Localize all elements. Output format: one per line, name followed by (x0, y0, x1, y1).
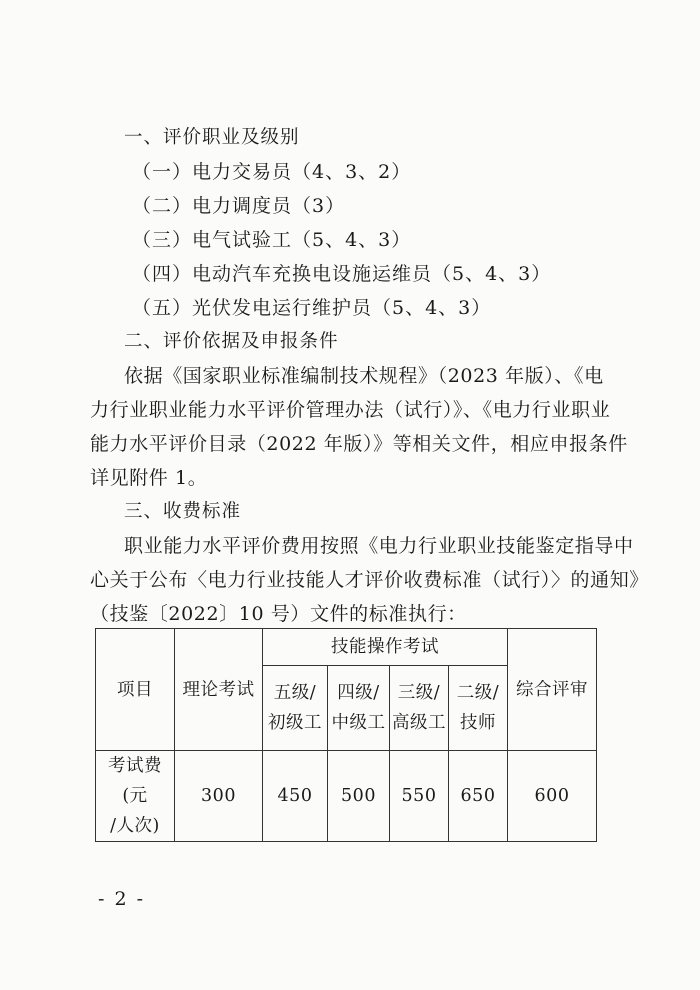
list-item: （五）光伏发电运行维护员（5、4、3） (132, 297, 492, 319)
header-skill-group: 技能操作考试 (263, 629, 508, 666)
paragraph-line: 详见附件 1。 (90, 467, 208, 489)
header-skill-level: 五级/ 初级工 (263, 666, 328, 751)
paragraph-line: 依据《国家职业标准编制技术规程》（2023 年版）、《电 (124, 365, 604, 387)
paragraph-line: 力行业职业能力水平评价管理办法（试行）》、《电力行业职业 (90, 399, 611, 421)
fee-table (95, 628, 597, 842)
row-label: 考试费(元 /人次) (96, 751, 175, 842)
table-row (96, 751, 597, 842)
list-item: （二）电力调度员（3） (132, 195, 346, 217)
fee-value: 300 (175, 751, 263, 842)
fee-value: 550 (390, 751, 449, 842)
fee-value: 600 (508, 751, 597, 842)
list-item: （一）电力交易员（4、3、2） (132, 161, 412, 183)
paragraph-line: 心关于公布〈电力行业技能人才评价收费标准（试行）〉的通知》 (90, 569, 649, 591)
fee-value: 650 (449, 751, 508, 842)
paragraph-line: 职业能力水平评价费用按照《电力行业职业技能鉴定指导中 (124, 535, 634, 557)
section-heading-1: 一、评价职业及级别 (124, 127, 300, 148)
header-theory: 理论考试 (175, 629, 263, 751)
header-review: 综合评审 (508, 629, 597, 751)
header-item: 项目 (96, 629, 175, 751)
paragraph-line: （技鉴〔2022〕10 号）文件的标准执行： (90, 603, 467, 625)
header-skill-level: 三级/ 高级工 (390, 666, 449, 751)
fee-value: 500 (328, 751, 390, 842)
page-number: - 2 - (98, 888, 146, 910)
fee-value: 450 (263, 751, 328, 842)
paragraph-line: 能力水平评价目录（2022 年版）》等相关文件，相应申报条件 (90, 433, 628, 455)
section-heading-2: 二、评价依据及申报条件 (124, 331, 339, 352)
header-skill-level: 四级/ 中级工 (328, 666, 390, 751)
list-item: （三）电气试验工（5、4、3） (132, 229, 412, 251)
header-skill-level: 二级/ 技师 (449, 666, 508, 751)
section-heading-3: 三、收费标准 (124, 501, 242, 522)
list-item: （四）电动汽车充换电设施运维员（5、4、3） (132, 263, 552, 285)
